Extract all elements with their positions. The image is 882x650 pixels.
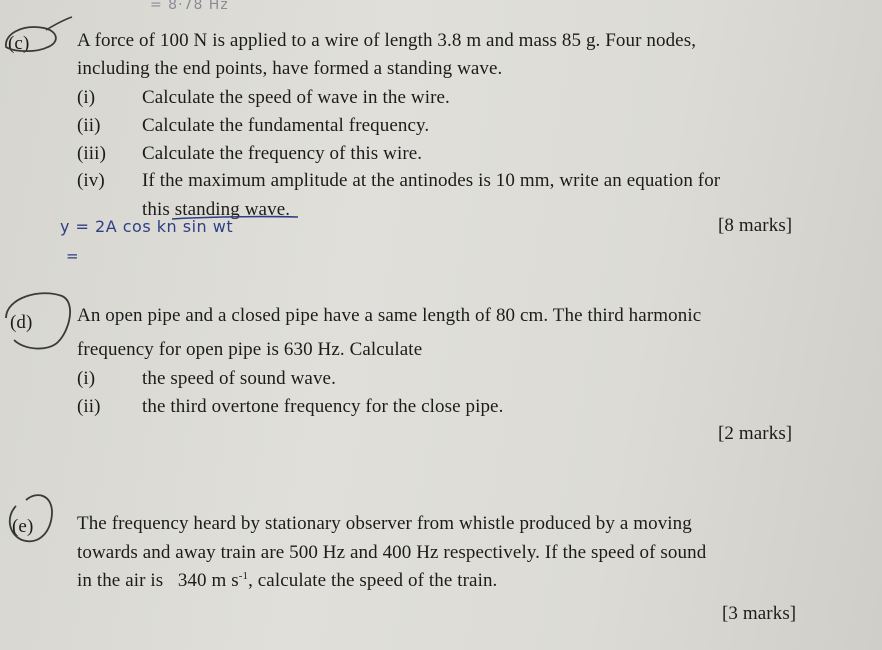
section-c-item-text: Calculate the speed of wave in the wire. [142,87,450,108]
section-c-line-2: including the end points, have formed a standing wave. [77,58,503,79]
section-d-marks: [2 marks] [718,423,793,444]
section-d-item-num: (ii) [77,396,101,417]
section-e-label: (e) [12,516,34,537]
circle-mark-c-tail [46,17,72,30]
handwritten-equals: = [66,247,80,265]
section-c-item-num: (i) [77,87,96,108]
top-pencil-note: = 8·78 Hz [150,0,229,13]
section-c-line-1: A force of 100 N is applied to a wire of length 3.8 m and mass 85 g. Four nodes, [77,30,697,51]
section-d-line-1: An open pipe and a closed pipe have a same length of 80 cm. The third harmonic [77,305,702,326]
speed-of-sound-value: 340 m s [177,570,239,591]
section-d-line-2: frequency for open pipe is 630 Hz. Calculate [77,339,423,360]
section-c-item-text: Calculate the frequency of this wire. [142,143,423,164]
section-d-label: (d) [10,312,33,333]
section-c-item-4-continued: this standing wave. [142,199,291,220]
section-d-item-text: the third overtone frequency for the close pipe. [142,396,504,417]
handwritten-equation: y = 2A cos kn sin wt [60,217,234,236]
section-e-line-3-post: , calculate the speed of the train. [248,570,498,591]
section-c-item-num: (iii) [77,143,106,164]
section-e-marks: [3 marks] [722,603,797,624]
section-c-item-num: (ii) [77,115,101,136]
section-e-line-1: The frequency heard by stationary observer from whistle produced by a moving [77,513,692,534]
section-c-marks: [8 marks] [718,215,793,236]
section-d-item-text: the speed of sound wave. [142,368,336,389]
section-e-line-3-pre: in the air is [77,570,164,591]
section-c-label: (c) [8,33,30,54]
section-e-line-3 [77,570,497,592]
speed-of-sound-exponent: -1 [238,570,249,582]
section-c-item-text: If the maximum amplitude at the antinodes is 10 mm, write an equation for [142,170,721,191]
section-c-item-num: (iv) [77,170,105,191]
section-d-item-num: (i) [77,368,96,389]
section-c-item-text: Calculate the fundamental frequency. [142,115,430,136]
section-e-line-2: towards and away train are 500 Hz and 400 Hz respectively. If the speed of sound [77,542,707,563]
